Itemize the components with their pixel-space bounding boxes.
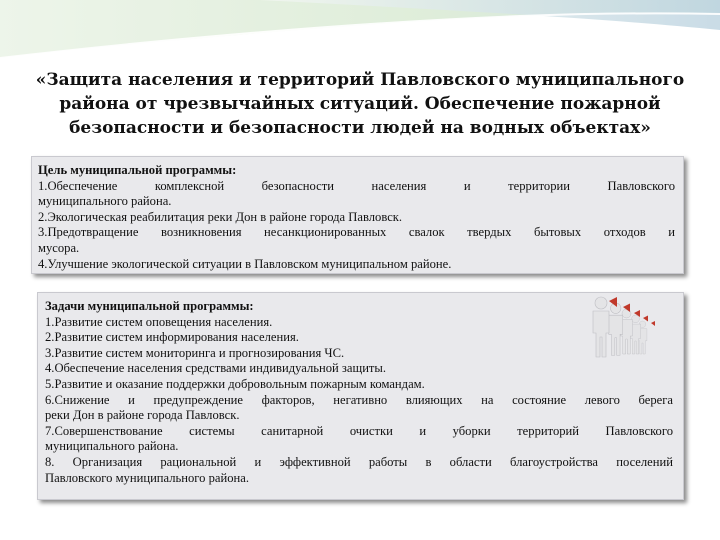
- tasks-line: 8. Организация рациональной и эффективной работы в области благоустройства поселений: [45, 454, 673, 469]
- tasks-line: 6.Снижение и предупреждение факторов, негативно влияющих на состояние левого берега: [45, 392, 673, 407]
- goals-box: [31, 156, 684, 274]
- megaphone-people-icon: [579, 295, 669, 377]
- goals-line: 2.Экологическая реабилитация реки Дон в районе города Павловск.: [38, 209, 403, 224]
- tasks-line: 5.Развитие и оказание поддержки добровольным пожарным командам.: [45, 376, 425, 391]
- page-title: «Защита населения и территорий Павловского муниципального района от чрезвычайных ситуаций. Обеспечение пожарной безопасности и безопасности людей на водных объектах»: [35, 70, 685, 138]
- goals-line: 3.Предотвращение возникновения несанкционированных свалок твердых бытовых отходов и: [38, 225, 675, 240]
- goals-line: 4.Улучшение экологической ситуации в Павловском муниципальном районе.: [38, 256, 452, 271]
- goals-heading: Цель муниципальной программы:: [38, 163, 237, 177]
- tasks-line: 1.Развитие систем оповещения населения.: [45, 314, 273, 329]
- goals-line: муниципального района.: [38, 194, 172, 209]
- tasks-line: муниципального района.: [45, 439, 179, 454]
- goals-line: 1.Обеспечение комплексной безопасности населения и территории Павловского: [38, 178, 675, 193]
- tasks-line: 3.Развитие систем мониторинга и прогнозирования ЧС.: [45, 345, 345, 360]
- tasks-heading: Задачи муниципальной программы:: [45, 299, 254, 313]
- tasks-line: 4.Обеспечение населения средствами индивидуальной защиты.: [45, 361, 387, 376]
- decorative-header-swoosh: [0, 0, 720, 70]
- tasks-box: [37, 292, 684, 500]
- goals-line: мусора.: [38, 240, 80, 255]
- tasks-line: реки Дон в районе города Павловск.: [45, 408, 240, 423]
- tasks-line: 2.Развитие систем информирования населения.: [45, 330, 299, 345]
- tasks-line: Павловского муниципального района.: [45, 470, 250, 485]
- tasks-line: 7.Совершенствование системы санитарной очистки и уборки территорий Павловского: [45, 423, 673, 438]
